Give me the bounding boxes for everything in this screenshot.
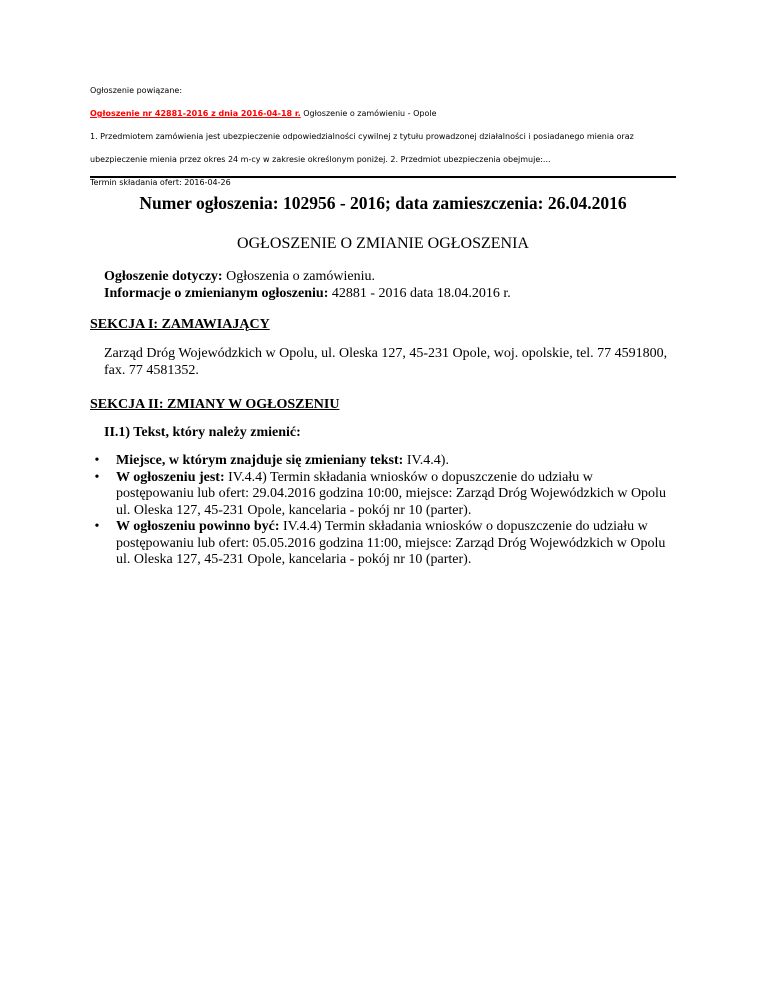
list-item: [90, 470, 670, 520]
notice-meta: [104, 268, 511, 302]
meta-info-label: Informacje o zmienianym ogłoszeniu:: [104, 286, 329, 301]
change-new-label: W ogłoszeniu powinno być:: [116, 519, 280, 534]
change-location-text: IV.4.4).: [403, 453, 449, 468]
related-notice-block: [90, 84, 690, 199]
change-current-label: W ogłoszeniu jest:: [116, 469, 225, 485]
related-notice-link[interactable]: Ogłoszenie nr 42881-2016 z dnia 2016-04-18 r.: [90, 109, 301, 118]
page-title: OGŁOSZENIE O ZMIANIE OGŁOSZENIA: [237, 235, 529, 252]
related-link-line: [90, 107, 690, 130]
related-summary-line-2: ubezpieczenie mienia przez okres 24 m-cy w zakresie określonym poniżej. 2. Przedmiot ubezpieczenia obejmuje:...: [90, 155, 551, 164]
notice-number-heading: Numer ogłoszenia: 102956 - 2016; data zamieszczenia: 26.04.2016: [139, 193, 627, 213]
related-link-suffix: Ogłoszenie o zamówieniu - Opole: [300, 109, 437, 118]
horizontal-divider: [90, 176, 676, 178]
bullet-icon: •: [94, 519, 100, 534]
related-deadline: Termin składania ofert: 2016-04-26: [90, 178, 231, 187]
bullet-icon: •: [94, 469, 100, 485]
section-2-title: SEKCJA II: ZMIANY W OGŁOSZENIU: [90, 397, 340, 412]
change-new-text: IV.4.4) Termin składania wniosków o dopuszczenie do udziału w postępowaniu lub ofert: 05.05.2016 godzina 11:00, miejsce: Zarząd Dróg Wojewódzkich w Opolu ul. Oleska 127, 45-231 Opole, kancelaria - pokój nr 10 (parter).: [116, 519, 666, 567]
list-item: [90, 453, 670, 470]
meta-concerns: [104, 268, 511, 285]
section-2-subtitle: II.1) Tekst, który należy zmienić:: [104, 425, 301, 440]
bullet-icon: •: [94, 453, 100, 468]
meta-info-value: 42881 - 2016 data 18.04.2016 r.: [328, 286, 511, 301]
meta-info: [104, 285, 511, 302]
section-1-title: SEKCJA I: ZAMAWIAJĄCY: [90, 317, 270, 332]
list-item: [90, 519, 670, 569]
change-location-label: Miejsce, w którym znajduje się zmieniany tekst:: [116, 453, 404, 468]
related-heading: Ogłoszenie powiązane:: [90, 86, 183, 95]
related-summary-line-1: 1. Przedmiotem zamówienia jest ubezpieczenie odpowiedzialności cywilnej z tytułu prowadzonej działalności i posiadanego mienia oraz: [90, 132, 634, 141]
changes-list: [90, 453, 670, 569]
meta-concerns-value: Ogłoszenia o zamówieniu.: [222, 269, 375, 284]
change-current-text: IV.4.4) Termin składania wniosków o dopuszczenie do udziału w postępowaniu lub ofert: 29.04.2016 godzina 10:00, miejsce: Zarząd Dróg Wojewódzkich w Opolu ul. Oleska 127, 45-231 Opole, kancelaria - pokój nr 10 (parter).: [116, 469, 666, 518]
meta-concerns-label: Ogłoszenie dotyczy:: [104, 269, 223, 284]
contracting-authority-address: Zarząd Dróg Wojewódzkich w Opolu, ul. Oleska 127, 45-231 Opole, woj. opolskie, tel. 77 4591800, fax. 77 4581352.: [104, 346, 668, 378]
